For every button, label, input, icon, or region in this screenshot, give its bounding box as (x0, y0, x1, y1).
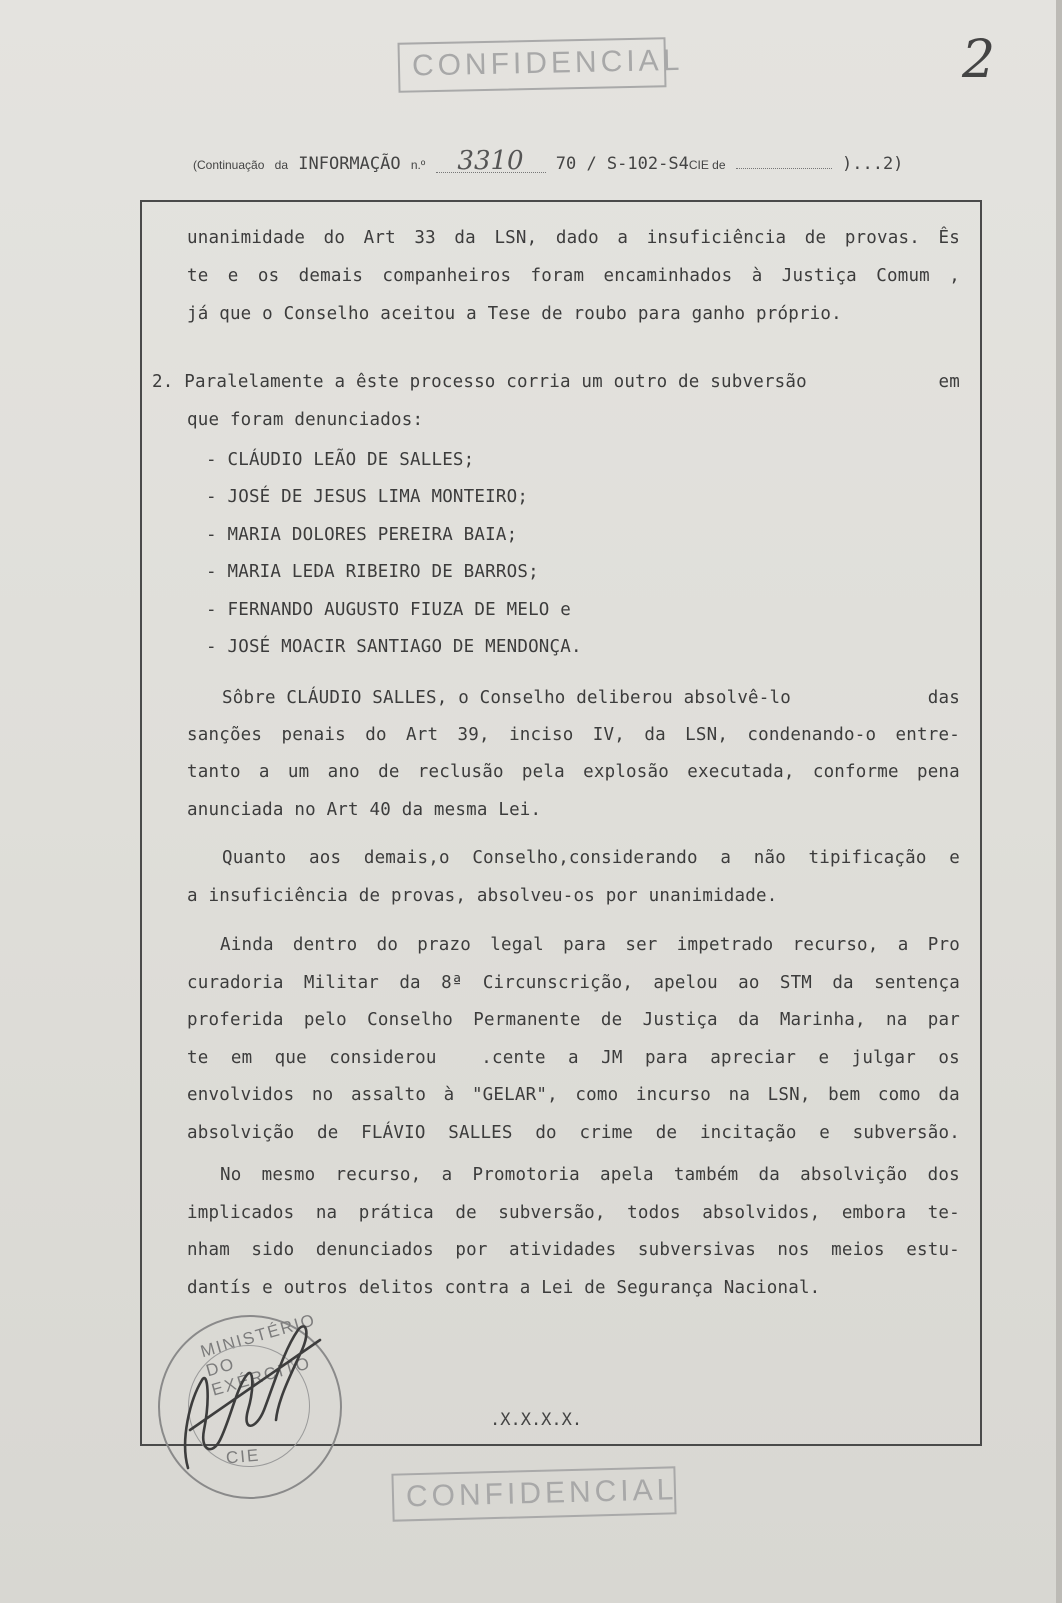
word: envolvidos (187, 1085, 295, 1105)
confidential-stamp-bottom: CONFIDENCIAL (391, 1466, 676, 1521)
word: apela (600, 1165, 654, 1185)
word: pena (916, 762, 960, 782)
para6-line (187, 1203, 960, 1223)
word: encaminhados (603, 266, 733, 286)
word: pela (521, 762, 565, 782)
word: em (230, 1047, 253, 1068)
word: Comum (876, 266, 930, 286)
word: dentro (292, 935, 358, 955)
para6-line (187, 1240, 960, 1260)
word: 8ª (441, 972, 463, 993)
header-label: INFORMAÇÃO (298, 154, 401, 174)
document-header (193, 146, 1013, 180)
word: os (257, 266, 280, 286)
page-edge (1056, 0, 1062, 1603)
denounced-name: - JOSÉ DE JESUS LIMA MONTEIRO; (206, 487, 529, 508)
word: todos (627, 1202, 681, 1223)
word: absolvição (187, 1122, 295, 1143)
word: Justiça (781, 266, 857, 286)
word: No (220, 1165, 242, 1185)
word: Ainda (220, 935, 274, 955)
word: a (897, 935, 909, 955)
word: da (758, 1165, 780, 1185)
word: conforme (812, 762, 899, 782)
handwritten-page-number: 2 (962, 30, 996, 90)
para3-line (187, 762, 960, 782)
word: da (832, 972, 854, 993)
word: do (323, 228, 346, 248)
word: na (728, 1085, 751, 1105)
word: sanções (187, 725, 263, 745)
word: crime (579, 1122, 634, 1143)
word: bem (828, 1085, 861, 1105)
word: insuficiência (646, 228, 787, 248)
word: , (949, 266, 960, 286)
para3-line (222, 688, 960, 708)
para2-line (152, 372, 960, 392)
word: aos (309, 848, 342, 868)
word: explosão (583, 762, 669, 782)
word: entre- (895, 725, 960, 745)
word: subversão, (498, 1202, 606, 1223)
word: tanto (187, 762, 241, 782)
word: e (818, 1047, 830, 1068)
word: te- (927, 1202, 960, 1223)
word: denunciados (315, 1240, 434, 1260)
para5-line (187, 1048, 960, 1068)
word: para (644, 1047, 688, 1068)
word: nham (187, 1240, 230, 1260)
word: Justiça (642, 1010, 718, 1030)
word: Sôbre CLÁUDIO SALLES, o Conselho deliberou absolvê-lo (222, 688, 792, 708)
denounced-name: - MARIA LEDA RIBEIRO DE BARROS; (206, 562, 539, 583)
word: 33 (414, 228, 436, 248)
word: Quanto (222, 848, 287, 868)
word: a (568, 1047, 579, 1068)
word: sido (251, 1240, 295, 1260)
denounced-name: - MARIA DOLORES PEREIRA BAIA; (206, 524, 518, 545)
word: do (535, 1122, 557, 1143)
para6-line (220, 1165, 960, 1185)
denounced-name: - JOSÉ MOACIR SANTIAGO DE MENDONÇA. (206, 637, 582, 657)
word: implicados (187, 1202, 295, 1223)
word: recurso, (792, 935, 879, 955)
word: tipificação (808, 848, 927, 868)
word: recurso, (335, 1165, 422, 1185)
word: "GELAR", (471, 1085, 558, 1105)
word: Circunscrição, (482, 972, 634, 993)
word: inciso (509, 725, 574, 745)
word: a (617, 228, 629, 248)
word: na (885, 1010, 908, 1030)
header-number: 3310 (436, 150, 546, 173)
header-no: n.º (410, 158, 426, 172)
word: como (575, 1085, 619, 1105)
word: da (738, 1010, 760, 1030)
word: a (258, 762, 270, 782)
word: Pro (927, 935, 960, 955)
para4-line: a insuficiência de provas, absolveu-os por unanimidade. (187, 886, 778, 906)
word: Militar (303, 972, 380, 993)
word: os (938, 1047, 960, 1068)
word: Ês (938, 228, 960, 248)
word: de (655, 1122, 678, 1143)
word: Permanente (473, 1010, 581, 1030)
word: unanimidade (187, 228, 306, 248)
word: pelo (303, 1010, 347, 1030)
header-reference: 70 / S-102-S4 (555, 154, 689, 174)
para1-line (187, 228, 960, 248)
word: Art (406, 725, 439, 745)
word: à (751, 266, 763, 286)
para6-line: dantís e outros delitos contra a Lei de Segurança Nacional. (187, 1277, 821, 1298)
word: não (753, 848, 786, 868)
word: LSN, (767, 1085, 811, 1105)
word: das (927, 688, 960, 708)
word: reclusão (417, 762, 504, 782)
word: penais (281, 725, 346, 745)
word: a (441, 1165, 453, 1185)
word: IV, (592, 725, 626, 745)
word: incurso (635, 1085, 712, 1105)
word: prática (358, 1202, 434, 1223)
word: legal (490, 935, 544, 955)
word: Art (363, 228, 396, 248)
word: te (187, 1047, 209, 1068)
header-da: da (274, 158, 288, 172)
confidential-stamp-top: CONFIDENCIAL (398, 37, 667, 93)
header-prefix: (Continuação (193, 158, 265, 172)
para5-line (187, 1123, 960, 1143)
word: sentença (874, 972, 960, 993)
word: para (563, 935, 607, 955)
word: incitação (699, 1122, 797, 1143)
word: como (877, 1085, 921, 1105)
word: que (274, 1047, 307, 1068)
para3-line: anunciada no Art 40 da mesma Lei. (187, 800, 542, 820)
word: do (365, 725, 387, 745)
word: dos (927, 1165, 960, 1185)
word: dado (555, 228, 599, 248)
word: .cente (481, 1047, 546, 1068)
word: da (644, 725, 666, 745)
word: companheiros (382, 266, 512, 286)
word: e (227, 266, 239, 286)
word: executada, (687, 762, 795, 782)
word: de (804, 228, 827, 248)
word: SALLES (448, 1122, 513, 1143)
word: na (315, 1202, 338, 1223)
handwritten-signature (150, 1280, 370, 1490)
word: LSN, (494, 228, 538, 248)
word: e (949, 848, 960, 868)
word: FLÁVIO (361, 1122, 426, 1143)
word: embora (841, 1202, 907, 1223)
word: subversivas (637, 1240, 756, 1260)
word: e (819, 1122, 830, 1143)
word: meios (831, 1240, 885, 1260)
word: do (376, 935, 399, 955)
word: da (399, 972, 421, 993)
word: absolvição (800, 1165, 908, 1185)
word: a (720, 848, 732, 868)
word: Promotoria (472, 1165, 580, 1185)
header-cie: CIE de (688, 158, 726, 172)
header-dotted-blank (736, 168, 832, 169)
word: da (938, 1085, 960, 1105)
word: ao (738, 972, 760, 993)
word: de (378, 762, 400, 782)
word: considerou (329, 1047, 437, 1068)
word: à (443, 1085, 455, 1105)
word: provas. (844, 228, 920, 248)
word: condenando-o (747, 725, 877, 745)
word: mesmo (261, 1165, 316, 1185)
word: JM (601, 1047, 623, 1068)
word: ano (327, 762, 360, 782)
word: Conselho (367, 1010, 453, 1030)
para5-line (220, 935, 960, 955)
word: de (317, 1122, 339, 1143)
word: STM (779, 972, 813, 993)
word: no (311, 1085, 334, 1105)
word: subversão. (852, 1122, 960, 1143)
para4-line (222, 848, 960, 868)
word: assalto (350, 1085, 427, 1105)
para5-line (187, 1010, 960, 1030)
para5-line (187, 1085, 960, 1105)
denounced-name: - CLÁUDIO LEÃO DE SALLES; (206, 450, 475, 470)
word: Conselho,considerando (472, 848, 698, 868)
word: estu- (906, 1240, 960, 1260)
word: proferida (187, 1010, 284, 1030)
word: por (455, 1240, 488, 1260)
word: 2. Paralelamente a êste processo corria um outro de subversão (152, 372, 807, 392)
word: foram (530, 266, 585, 286)
word: 39, (457, 725, 490, 745)
word: impetrado (676, 935, 774, 955)
word: absolvidos, (702, 1202, 821, 1223)
word: um (287, 762, 310, 782)
word: LSN, (685, 725, 729, 745)
header-suffix: )...2) (842, 154, 904, 174)
word: par (927, 1010, 960, 1030)
word: em (938, 372, 960, 392)
word: Marinha, (779, 1010, 866, 1030)
word: também (673, 1165, 739, 1185)
word: demais,o (363, 848, 450, 868)
word: apelou (653, 972, 718, 993)
word: de (600, 1010, 623, 1030)
word: da (454, 228, 476, 248)
word: atividades (509, 1240, 617, 1260)
word: demais (298, 266, 364, 286)
word: apreciar (710, 1047, 797, 1068)
para3-line (187, 725, 960, 745)
word: prazo (417, 935, 471, 955)
para2-line: que foram denunciados: (187, 410, 424, 430)
word: julgar (851, 1047, 916, 1068)
word: de (455, 1202, 477, 1223)
word: curadoria (187, 972, 284, 993)
para1-line: já que o Conselho aceitou a Tese de roubo para ganho próprio. (187, 304, 842, 324)
denounced-name: - FERNANDO AUGUSTO FIUZA DE MELO e (206, 599, 572, 620)
word: te (187, 266, 209, 286)
word: nos (777, 1240, 810, 1260)
para1-line (187, 266, 960, 286)
seal-top-text: MINISTÉRIO DO EXÉRCITO (198, 1310, 319, 1400)
seal-bottom-text: CIE (225, 1445, 262, 1468)
para5-line (187, 973, 960, 993)
word: ser (625, 935, 658, 955)
end-mark: .X.X.X.X. (490, 1410, 583, 1430)
